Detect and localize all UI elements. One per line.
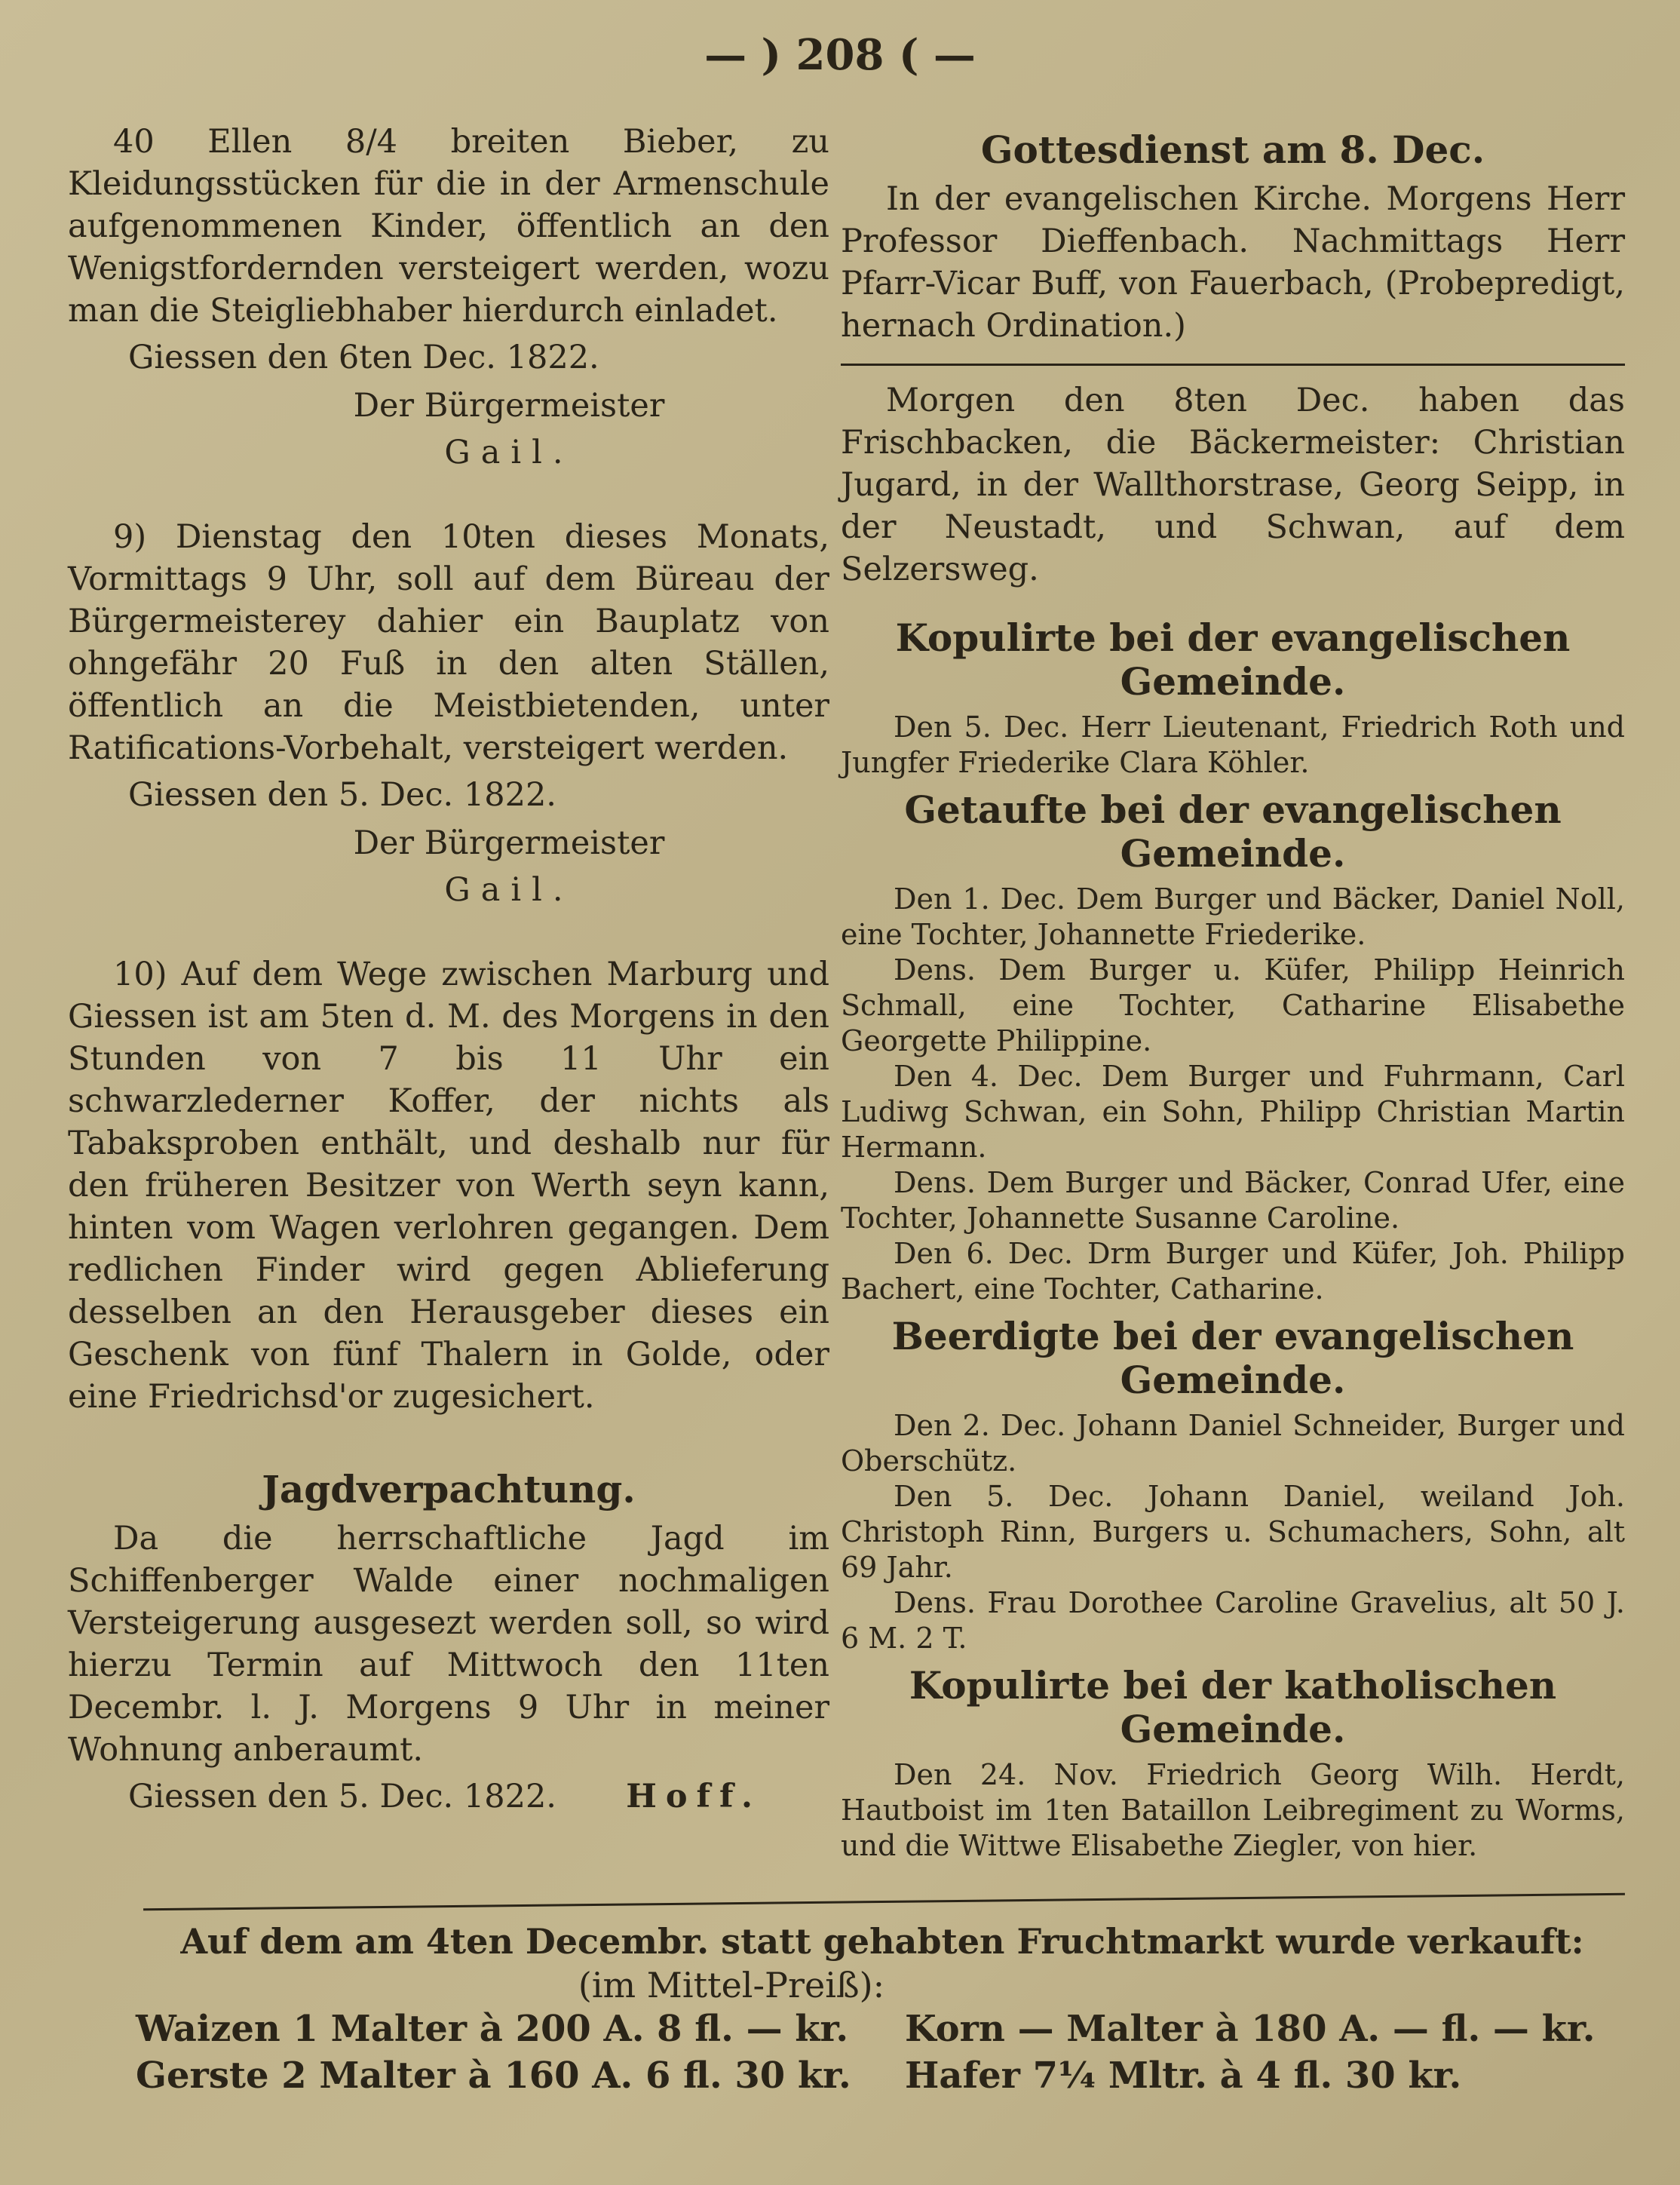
place-date: Giessen den 6ten Dec. 1822. (128, 339, 599, 376)
price-row-left: Waizen 1 Malter à 200 A. 8 fl. — kr. (136, 2008, 849, 2050)
spacer (68, 1418, 829, 1460)
right-column (841, 121, 1625, 1864)
married-evangelical (841, 616, 1625, 781)
section-heading: Getaufte bei der evangelischen Gemeinde. (904, 787, 1562, 876)
register-entry: Dens. Frau Dorothee Caroline Gravelius, alt 50 J. 6 M. 2 T. (841, 1586, 1625, 1655)
page-number-header: — ) 208 ( — (704, 30, 976, 80)
register-entry: Den 5. Dec. Herr Lieutenant, Friedrich Roth und Jungfer Friederike Clara Köhler. (841, 710, 1625, 779)
section-heading: Kopulirte bei der evangelischen Gemeinde. (895, 615, 1571, 704)
place-date: Giessen den 5. Dec. 1822. (128, 1778, 556, 1815)
married-catholic (841, 1664, 1625, 1864)
place-date: Giessen den 5. Dec. 1822. (128, 776, 556, 814)
spacer (68, 474, 829, 516)
register-entry: Dens. Dem Burger und Bäcker, Conrad Ufer, eine Tochter, Johannette Susanne Caroline. (841, 1166, 1625, 1235)
notice-beaver-cloth (68, 121, 829, 474)
section-heading: Kopulirte bei der katholischen Gemeinde. (909, 1663, 1557, 1751)
signer-name: Hoff. (626, 1778, 762, 1815)
market-divider (143, 1893, 1625, 1911)
signer-title: Der Bürgermeister (353, 387, 665, 425)
register-entry: Den 2. Dec. Johann Daniel Schneider, Burger und Oberschütz. (841, 1409, 1625, 1478)
market-subtitle: (im Mittel-Preiß): (578, 1965, 885, 2005)
signer-name: Gail. (444, 871, 574, 909)
notice-text: Da die herrschaftliche Jagd im Schiffenberger Walde einer nochmaligen Versteigerung ausgesezt werden soll, so wird hierzu Termin auf Mittwoch den 11ten Decembr. l. J. Morgens 9 Uhr in meiner Wohnung anberaumt. (68, 1520, 829, 1769)
price-row-right: Korn — Malter à 180 A. — fl. — kr. (905, 2008, 1596, 2050)
notice-text: Morgen den 8ten Dec. haben das Frischbacken, die Bäckermeister: Christian Jugard, in der Wallthorstrase, Georg Seipp, in der Neustadt, und Schwan, auf dem Selzersweg. (841, 382, 1625, 588)
notice-9-building-plot (68, 516, 829, 911)
buried-evangelical (841, 1315, 1625, 1656)
register-entry: Den 1. Dec. Dem Burger und Bäcker, Daniel Noll, eine Tochter, Johannette Friederike. (841, 882, 1625, 951)
section-heading: Gottesdienst am 8. Dec. (980, 127, 1485, 172)
notice-text: 10) Auf dem Wege zwischen Marburg und Giessen ist am 5ten d. M. des Morgens in den Stunden von 7 bis 11 Uhr ein schwarzlederner Koffer, der nichts als Tabaksproben enthält, und deshalb nur für den früheren Besitzer von Werth seyn kann, hinten vom Wagen verlohren gegangen. Dem redlichen Finder wird gegen Ablieferung desselben an den Herausgeber dieses ein Geschenk von fünf Thalern in Golde, oder eine Friedrichsd'or zugesichert. (68, 956, 829, 1416)
notice-10-lost-trunk (68, 953, 829, 1418)
baptized-evangelical (841, 788, 1625, 1307)
divider (841, 364, 1625, 366)
church-service (841, 128, 1625, 347)
notice-text: 9) Dienstag den 10ten dieses Monats, Vormittags 9 Uhr, soll auf dem Büreau der Bürgermeisterey dahier ein Bauplatz von ohngefähr 20 Fuß in den alten Ställen, öffentlich an die Meistbietenden, unter Ratifications-Vorbehalt, versteigert werden. (68, 518, 829, 767)
signer-title: Der Bürgermeister (353, 824, 665, 862)
register-entry: Den 4. Dec. Dem Burger und Fuhrmann, Carl Ludiwg Schwan, ein Sohn, Philipp Christian Martin Hermann. (841, 1060, 1625, 1164)
notice-hunting-lease (68, 1468, 829, 1818)
notice-text: 40 Ellen 8/4 breiten Bieber, zu Kleidungsstücken für die in der Armenschule aufgenommenen Kinder, öffentlich an den Wenigstfordernden versteigert werden, wozu man die Steigliebhaber hierdurch einladet. (68, 123, 829, 330)
register-entry: Den 6. Dec. Drm Burger und Küfer, Joh. Philipp Bachert, eine Tochter, Catharine. (841, 1237, 1625, 1306)
left-column (68, 121, 829, 1818)
signer-name: Gail. (444, 434, 574, 471)
notice-text: In der evangelischen Kirche. Morgens Herr Professor Dieffenbach. Nachmittags Herr Pfarr-Vicar Buff, von Fauerbach, (Probepredigt, hernach Ordination.) (841, 180, 1625, 345)
register-entry: Dens. Dem Burger u. Küfer, Philipp Heinrich Schmall, eine Tochter, Catharine Elisabethe Georgette Philippine. (841, 953, 1625, 1057)
price-row-left: Gerste 2 Malter à 160 A. 6 fl. 30 kr. (136, 2055, 851, 2097)
bakers-notice (841, 379, 1625, 591)
market-prices (136, 2007, 1629, 2098)
grain-market-report (136, 1920, 1629, 2098)
section-heading: Beerdigte bei der evangelischen Gemeinde. (891, 1314, 1574, 1402)
register-entry: Den 24. Nov. Friedrich Georg Wilh. Herdt, Hautboist im 1ten Bataillon Leibregiment zu Worms, und die Wittwe Elisabethe Ziegler, von hier. (841, 1758, 1625, 1862)
spacer (841, 591, 1625, 609)
spacer (68, 911, 829, 953)
market-title: Auf dem am 4ten Decembr. statt gehabten Fruchtmarkt wurde verkauft: (180, 1921, 1584, 1962)
section-heading: Jagdverpachtung. (262, 1467, 636, 1511)
register-entry: Den 5. Dec. Johann Daniel, weiland Joh. Christoph Rinn, Burgers u. Schumachers, Sohn, alt 69 Jahr. (841, 1480, 1625, 1584)
price-row-right: Hafer 7¼ Mltr. à 4 fl. 30 kr. (905, 2055, 1462, 2097)
